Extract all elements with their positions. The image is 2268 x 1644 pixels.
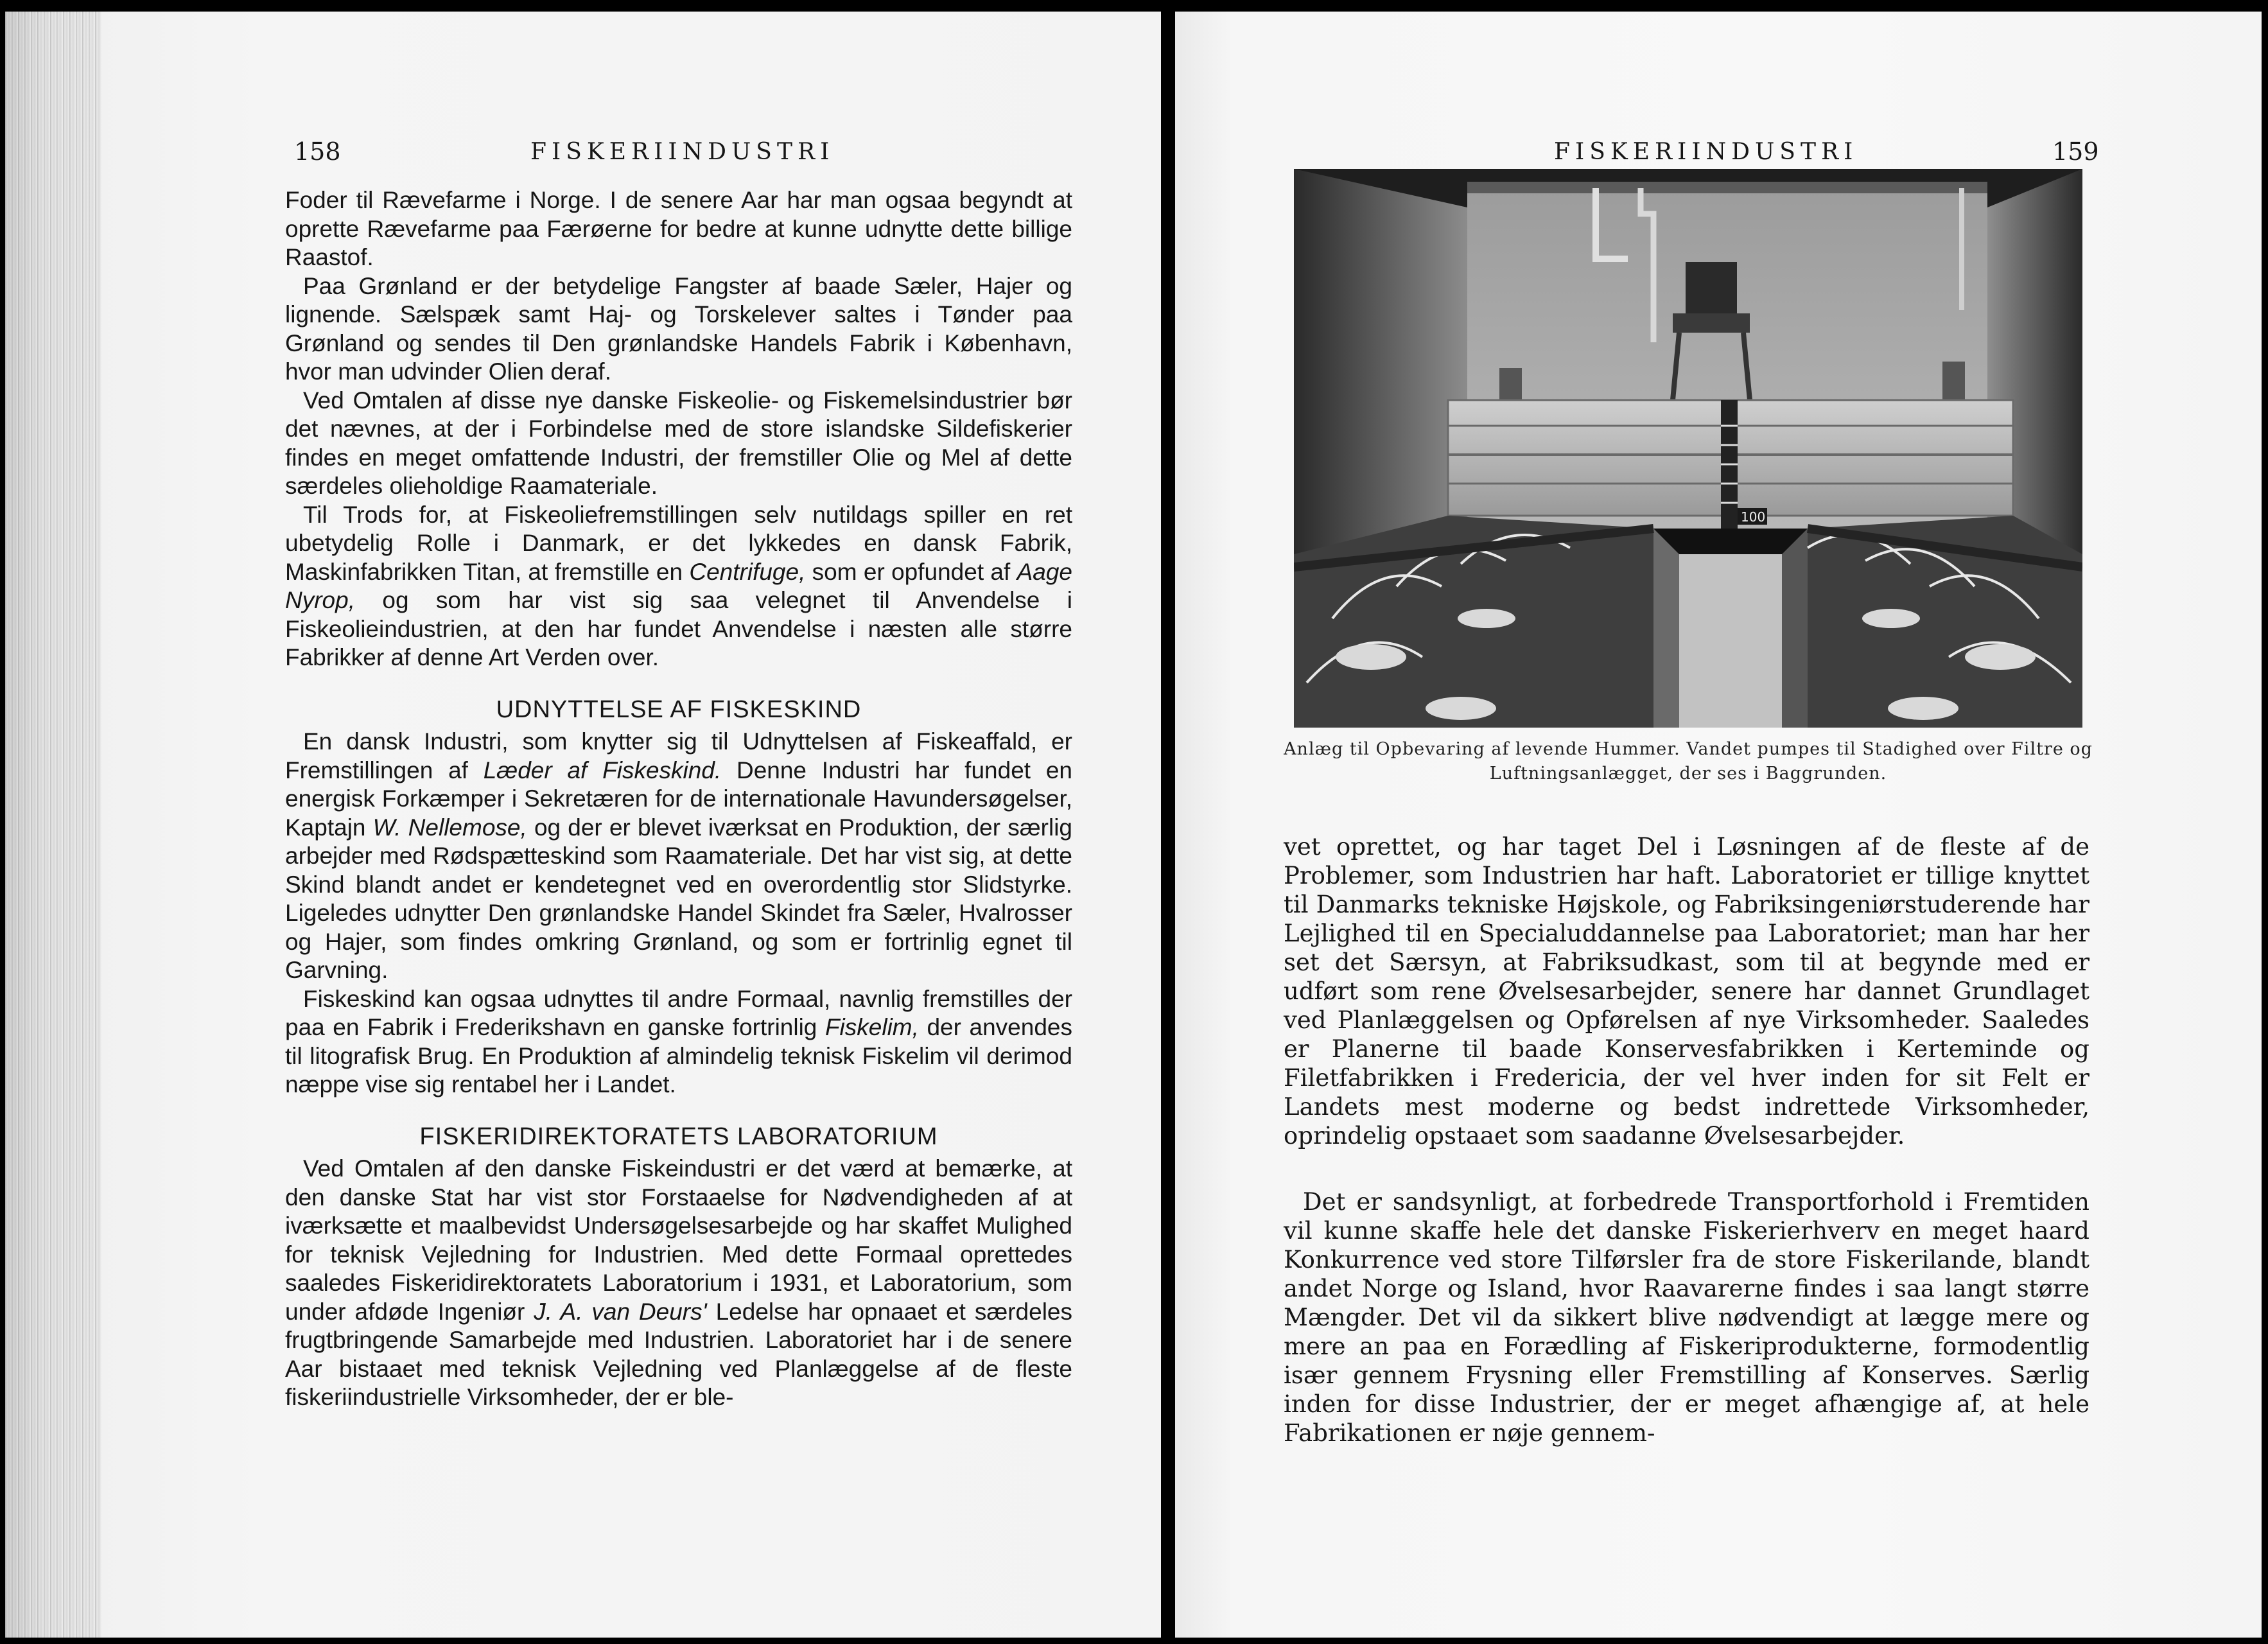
photograph-lobster-storage [1294,169,2082,728]
right-page [1175,12,2262,1638]
text-run: der anvendes til litografisk Brug. En Produktion af almindelig teknisk Fiskelim vil derimod næppe vise sig rentabel her i Landet. [285,1014,1072,1097]
left-text-column [285,186,1072,1412]
running-head-right: FISKERIINDUSTRI [1554,138,1858,165]
gauge-label: 100 [1741,509,1766,525]
paragraph-laboratorium [285,1155,1072,1412]
italic-term: Fiskelim, [824,1014,919,1040]
right-text-column [1284,832,2089,1447]
italic-term: Læder af Fiskeskind. [483,756,722,783]
section-heading: UDNYTTELSE AF FISKESKIND [496,695,862,723]
paragraph-gap [1284,1150,2089,1187]
running-head-left: FISKERIINDUSTRI [530,138,835,165]
paragraph-centrifuge [285,501,1072,672]
paragraph: Ved Omtalen af disse nye danske Fiskeolie- og Fiskemelsindustrier bør det nævnes, at der i Forbindelse med de store islandske Sildefiskerier findes en meget omfattende Industri, der fremstiller Olie og Mel af dette særdeles olieholdige Raamateriale. [285,387,1072,499]
photo-illustration [1294,169,2082,728]
text-run: og der er blevet iværksat en Produktion, der særlig arbejder med Rødspætteskind som Raamateriale. Det har vist sig, at dette Skind blandt andet er kendetegnet ved en overordentlig stor Slidstyrke. Ligeledes udnytter Den grønlandske Handel Skindet fra Sæler, Hvalrosser og Hajer, som findes omkring Grønland, og som er fortrinlig egnet til Garvning. [285,814,1072,983]
italic-term: Centrifuge, [689,558,806,585]
left-page [5,12,1161,1638]
paragraph: Paa Grønland er der betydelige Fangster af baade Sæler, Hajer og lignende. Sælspæk samt Haj- og Torskelever saltes i Tønder paa Grønland og sendes til Den grønlandske Handels Fabrik i København, hvor man udvinder Olien deraf. [285,272,1072,385]
paragraph-skind [285,728,1072,985]
italic-name: Aage Nyrop, [285,558,1072,613]
italic-name: W. Nellemose, [372,814,527,841]
section-heading: FISKERIDIREKTORATETS LABORATORIUM [419,1123,938,1150]
text-run: En dansk Industri, som knytter sig til Udnyttelsen af Fiskeaffald, er Fremstillingen af [285,728,1072,783]
text-run: Denne Industri har fundet en energisk Forkæmper i Sekretæren for de internationale Havundersøgelser, Kaptajn [285,756,1072,841]
paragraph: Det er sandsynligt, at forbedrede Transportforhold i Fremtiden vil kunne skaffe hele det danske Fiskerierhverv en meget haard Konkurrence ved store Tilførsler fra de store Fiskerilande, blandt andet Norge og Island, hvor Raavarerne findes i saa langt større Mængder. Det vil da sikkert blive nødvendigt at lægge mere og mere an paa en Forædling af Fiskeriprodukterne, formodentlig især gennem Frysning eller Fremstilling af Konserves. Særlig inden for disse Industrier, der er meget afhængige af, at hele Fabrikationen er nøje gennem- [1284,1188,2089,1447]
paragraph-fiskelim [285,985,1072,1099]
text-run: Fiskeskind kan ogsaa udnyttes til andre Formaal, navnlig fremstilles der paa en Fabrik i Frederikshavn en ganske fortrinlig [285,985,1072,1040]
text-run: Ledelse har opnaaet et særdeles frugtbringende Samarbejde med Industrien. Laboratoriet har i de senere Aar bistaaet med teknisk Vejledning ved Planlæggelse af de fleste fiskeriindustrielle Virksomheder, der er ble- [285,1298,1072,1410]
page-edges [5,12,101,1638]
text-run: Til Trods for, at Fiskeoliefremstillingen selv nutildags spiller en ret ubetydelig Rolle i Danmark, er det lykkedes en dansk Fabrik, Maskinfabrikken Titan, at fremstille en [285,501,1072,585]
italic-name: J. A. van Deurs' [534,1298,707,1325]
paragraph: Foder til Rævefarme i Norge. I de senere Aar har man ogsaa begyndt at oprette Rævefarme paa Færøerne for bedre at kunne udnytte dette billige Raastof. [285,187,1072,270]
page-number-left: 158 [294,137,341,166]
photo-caption: Anlæg til Opbevaring af levende Hummer. Vandet pumpes til Stadighed over Filtre og Luftningsanlægget, der ses i Baggrunden. [1284,739,2093,783]
text-run: Ved Omtalen af den danske Fiskeindustri er det værd at bemærke, at den danske Stat har vist stor Forstaaelse for Nødvendigheden af at iværksætte et maalbevidst Undersøgelsesarbejde og har skaffet Mulighed for teknisk Vejledning for Industrien. Med dette Formaal oprettedes saaledes Fiskeridirektoratets Laboratorium i 1931, et Laboratorium, som under afdøde Ingeniør [285,1155,1072,1325]
text-run: og som har vist sig saa velegnet til Anvendelse i Fiskeolieindustrien, at den har fundet Anvendelse i næsten alle større Fabrikker af denne Art Verden over. [285,587,1072,670]
page-number-right: 159 [2052,137,2099,166]
paragraph: vet oprettet, og har taget Del i Løsningen af de fleste af de Problemer, som Industrien har haft. Laboratoriet er tillige knyttet til Danmarks tekniske Højskole, og Fabriksingeniørstuderende har Lejlighed til en Specialuddannelse paa Laboratoriet; man har her set det Særsyn, at Fabriksudkast, som til at begynde med er udført som rene Øvelsesarbejder, senere har dannet Grundlaget ved Planlæggelsen og Opførelsen af nye Virksomheder. Saaledes er Planerne til baade Konservesfabrikken i Kerteminde og Filetfabrikken i Fredericia, der vel hver inden for sit Felt er Landets mest moderne og bedst indrettede Virksomheder, oprindelig opstaaet som saadanne Øvelsesarbejder. [1284,833,2089,1150]
text-run: som er opfundet af [805,558,1017,585]
